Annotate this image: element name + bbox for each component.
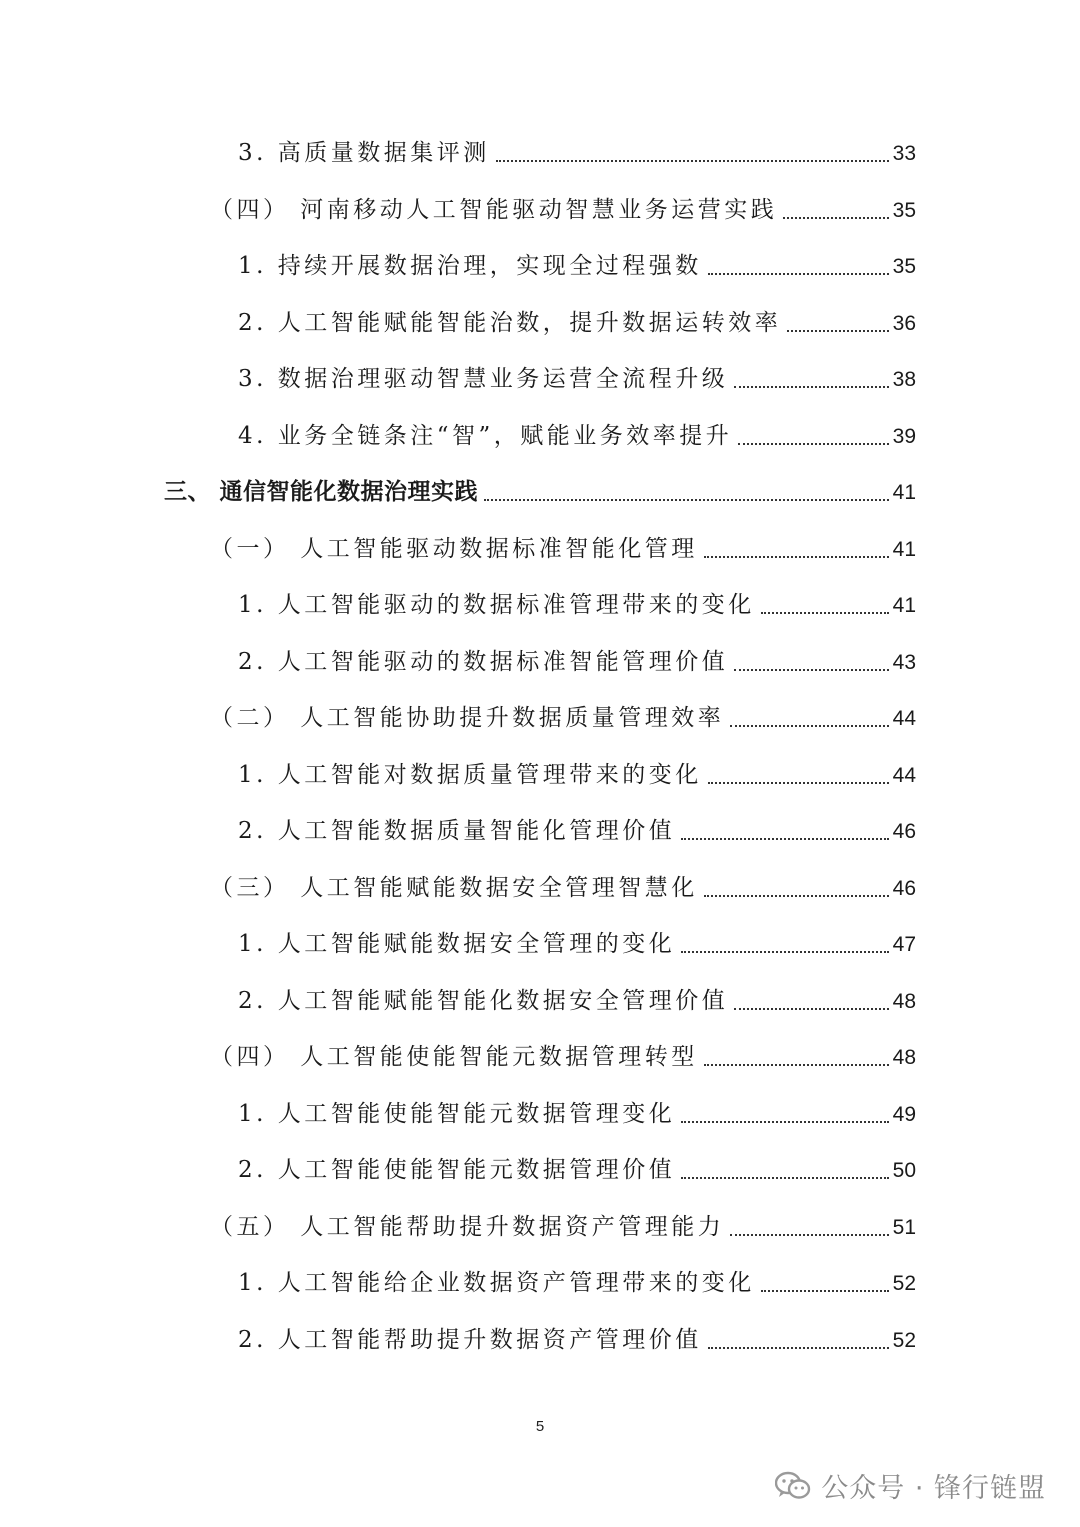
- toc-dot-leader: [730, 725, 888, 727]
- toc-entry-label: （五） 人工智能帮助提升数据资产管理能力: [210, 1213, 725, 1240]
- toc-entry[interactable]: [238, 583, 916, 623]
- wechat-icon: [775, 1471, 811, 1501]
- toc-dot-leader: [734, 386, 888, 388]
- toc-entry-page: 35: [892, 255, 916, 278]
- toc-dot-leader: [681, 1121, 888, 1123]
- toc-dot-leader: [708, 273, 889, 275]
- toc-entry[interactable]: [238, 301, 916, 341]
- toc-entry[interactable]: [238, 357, 916, 397]
- toc-entry[interactable]: [164, 470, 916, 510]
- toc-entry-page: 33: [892, 142, 916, 165]
- toc-entry-label: 2. 人工智能帮助提升数据资产管理价值: [238, 1326, 702, 1353]
- toc-dot-leader: [783, 217, 888, 219]
- toc-entry-label: 1. 持续开展数据治理，实现全过程强数: [238, 253, 702, 279]
- toc-entry-page: 46: [892, 876, 916, 900]
- toc-entry-label: （四） 河南移动人工智能驱动智慧业务运营实践: [210, 196, 778, 223]
- toc-entry[interactable]: [210, 1035, 916, 1075]
- toc-entry-page: 39: [892, 424, 916, 448]
- toc-entry[interactable]: [238, 753, 916, 793]
- toc-dot-leader: [730, 1234, 888, 1236]
- toc-entry-page: 48: [892, 1046, 916, 1069]
- toc-dot-leader: [761, 612, 889, 614]
- toc-entry-label: （三） 人工智能赋能数据安全管理智慧化: [210, 874, 698, 901]
- toc-entry-page: 38: [892, 368, 916, 391]
- toc-entry-page: 48: [892, 989, 916, 1013]
- toc-entry-page: 46: [892, 820, 916, 843]
- toc-entry-page: 50: [892, 1159, 916, 1182]
- toc-entry[interactable]: [238, 922, 916, 962]
- toc-entry-label: 1. 人工智能对数据质量管理带来的变化: [238, 761, 702, 788]
- toc-entry-label: 2. 人工智能赋能智能化数据安全管理价值: [238, 987, 729, 1014]
- toc-entry-label: 1. 人工智能驱动的数据标准管理带来的变化: [238, 592, 755, 618]
- toc-entry-label: 3. 高质量数据集评测: [238, 140, 490, 166]
- toc-entry[interactable]: [238, 1261, 916, 1301]
- toc-entry-label: 1. 人工智能赋能数据安全管理的变化: [238, 931, 676, 957]
- toc-dot-leader: [704, 556, 889, 558]
- toc-entry[interactable]: [238, 640, 916, 680]
- toc-entry-page: 44: [892, 707, 916, 730]
- watermark-text: 公众号 · 锋行链盟: [821, 1473, 1046, 1504]
- toc-entry[interactable]: [238, 1318, 916, 1358]
- toc-entry[interactable]: [238, 1092, 916, 1132]
- toc-entry[interactable]: [210, 1205, 916, 1245]
- toc-entry-page: 35: [892, 198, 916, 222]
- toc-entry[interactable]: [210, 188, 916, 228]
- toc-entry-label: 4. 业务全链条注“智”，赋能业务效率提升: [238, 422, 733, 449]
- toc-entry-label: 2. 人工智能数据质量智能化管理价值: [238, 818, 676, 844]
- toc-dot-leader: [734, 1008, 888, 1010]
- toc-entry[interactable]: [238, 244, 916, 284]
- toc-entry-label: （二） 人工智能协助提升数据质量管理效率: [210, 705, 725, 731]
- toc-entry-label: （一） 人工智能驱动数据标准智能化管理: [210, 535, 698, 562]
- toc-entry-page: 36: [892, 311, 916, 335]
- toc-entry[interactable]: [238, 809, 916, 849]
- watermark: [775, 1466, 1046, 1505]
- toc-entry[interactable]: [238, 979, 916, 1019]
- toc-dot-leader: [734, 669, 888, 671]
- toc-dot-leader: [761, 1290, 889, 1292]
- toc-dot-leader: [484, 499, 889, 501]
- toc-entry-page: 49: [892, 1102, 916, 1126]
- toc-dot-leader: [704, 895, 889, 897]
- toc-entry-page: 41: [892, 481, 916, 504]
- toc-entry-page: 41: [892, 537, 916, 561]
- toc-dot-leader: [496, 160, 889, 162]
- toc-entry-label: 1. 人工智能给企业数据资产管理带来的变化: [238, 1270, 755, 1296]
- toc-entry[interactable]: [210, 527, 916, 567]
- toc-dot-leader: [738, 443, 888, 445]
- toc-entry-page: 44: [892, 763, 916, 787]
- page-number: 5: [535, 1418, 545, 1435]
- toc-entry[interactable]: [238, 131, 916, 171]
- toc-entry-page: 47: [892, 933, 916, 956]
- toc-entry-page: 51: [892, 1215, 916, 1239]
- toc-entry[interactable]: [210, 696, 916, 736]
- toc-entry-label: 3. 数据治理驱动智慧业务运营全流程升级: [238, 366, 729, 392]
- toc-dot-leader: [681, 838, 888, 840]
- toc-dot-leader: [787, 330, 888, 332]
- toc-dot-leader: [708, 782, 889, 784]
- toc-entry-page: 43: [892, 650, 916, 674]
- toc-entry-label: 三、 通信智能化数据治理实践: [164, 479, 479, 505]
- toc-entry[interactable]: [238, 1148, 916, 1188]
- toc-dot-leader: [681, 951, 888, 953]
- toc-dot-leader: [704, 1064, 889, 1066]
- toc-entry-page: 41: [892, 594, 916, 617]
- toc-entry-label: （四） 人工智能使能智能元数据管理转型: [210, 1044, 698, 1070]
- toc-entry-label: 1. 人工智能使能智能元数据管理变化: [238, 1100, 676, 1127]
- toc-entry[interactable]: [238, 414, 916, 454]
- toc-entry-label: 2. 人工智能驱动的数据标准智能管理价值: [238, 648, 729, 675]
- toc-entry-page: 52: [892, 1328, 916, 1352]
- toc-dot-leader: [708, 1347, 889, 1349]
- toc-entry-label: 2. 人工智能赋能智能治数，提升数据运转效率: [238, 309, 782, 336]
- toc-entry-page: 52: [892, 1272, 916, 1295]
- toc-entry[interactable]: [210, 866, 916, 906]
- toc-entry-label: 2. 人工智能使能智能元数据管理价值: [238, 1157, 676, 1183]
- toc-dot-leader: [681, 1177, 888, 1179]
